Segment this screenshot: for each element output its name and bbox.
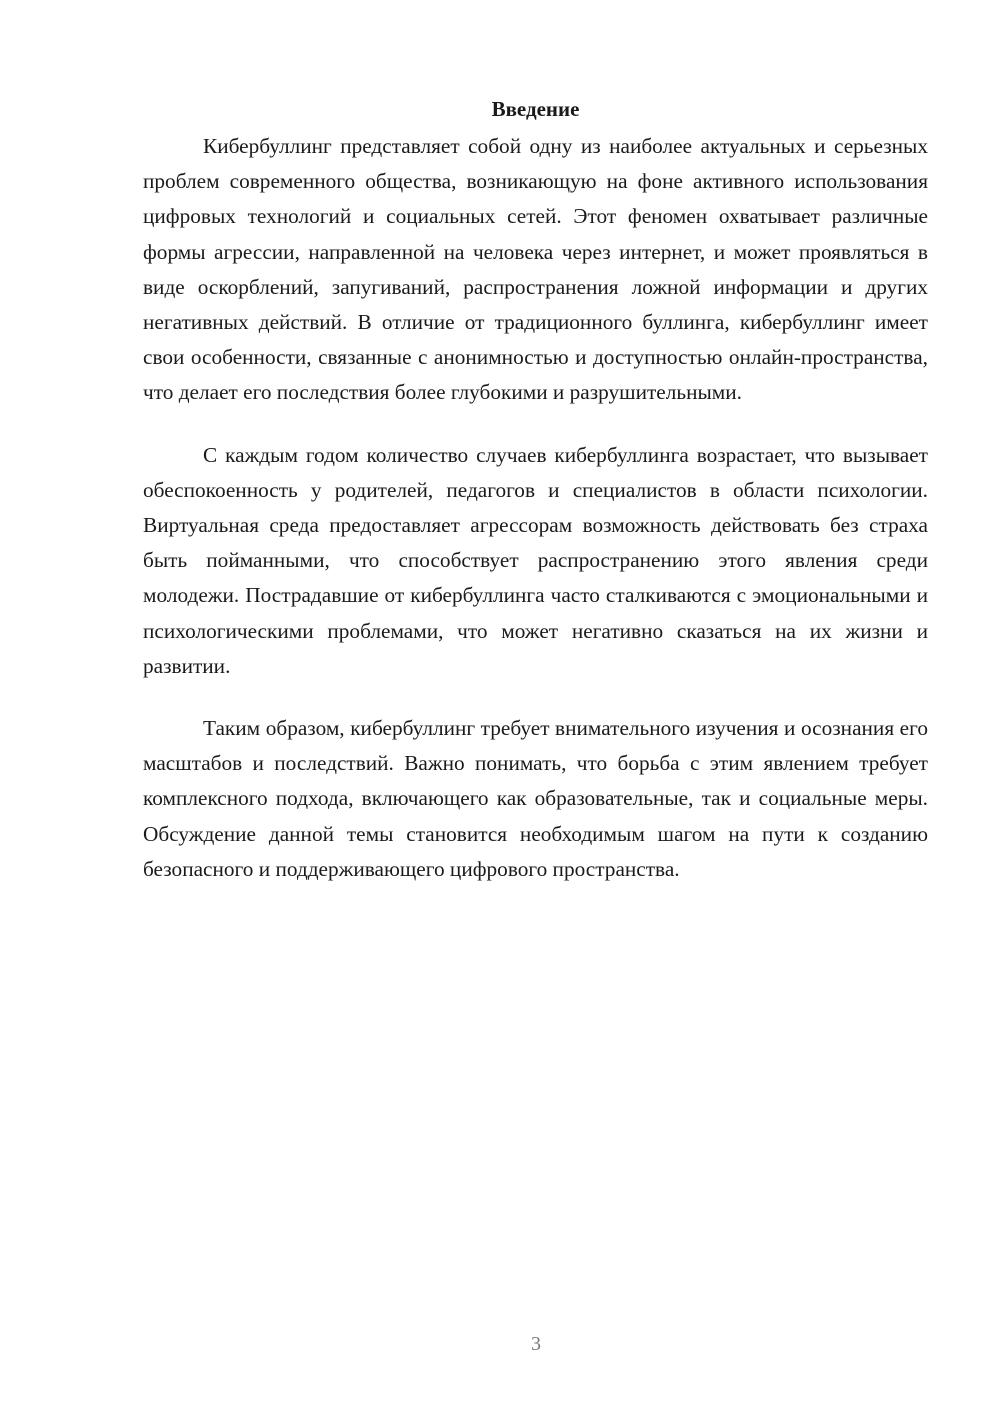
page-number: 3 [531, 1333, 541, 1355]
paragraph-2: С каждым годом количество случаев кибербуллинга возрастает, что вызывает обеспокоенность у родителей, педагогов и специалистов в области психологии. Виртуальная среда предоставляет агрессорам возможность действовать без страха быть пойманными, что способствует распространению этого явления среди молодежи. Пострадавшие от кибербуллинга часто сталкиваются с эмоциональными и психологическими проблемами, что может негативно сказаться на их жизни и развитии. [143, 442, 928, 678]
paragraph-1: Кибербуллинг представляет собой одну из наиболее актуальных и серьезных проблем современного общества, возникающую на фоне активного использования цифровых технологий и социальных сетей. Этот феномен охватывает различные формы агрессии, направленной на человека через интернет, и может проявляться в виде оскорблений, запугиваний, распространения ложной информации и других негативных действий. В отличие от традиционного буллинга, кибербуллинг имеет свои особенности, связанные с анонимностью и доступностью онлайн-пространства, что делает его последствия более глубокими и разрушительными. [143, 134, 928, 405]
section-heading: Введение [491, 97, 580, 121]
paragraph-3: Таким образом, кибербуллинг требует внимательного изучения и осознания его масштабов и последствий. Важно понимать, что борьба с этим явлением требует комплексного подхода, включающего как образовательные, так и социальные меры. Обсуждение данной темы становится необходимым шагом на пути к созданию безопасного и поддерживающего цифрового пространства. [143, 716, 928, 881]
page-content [143, 92, 928, 914]
